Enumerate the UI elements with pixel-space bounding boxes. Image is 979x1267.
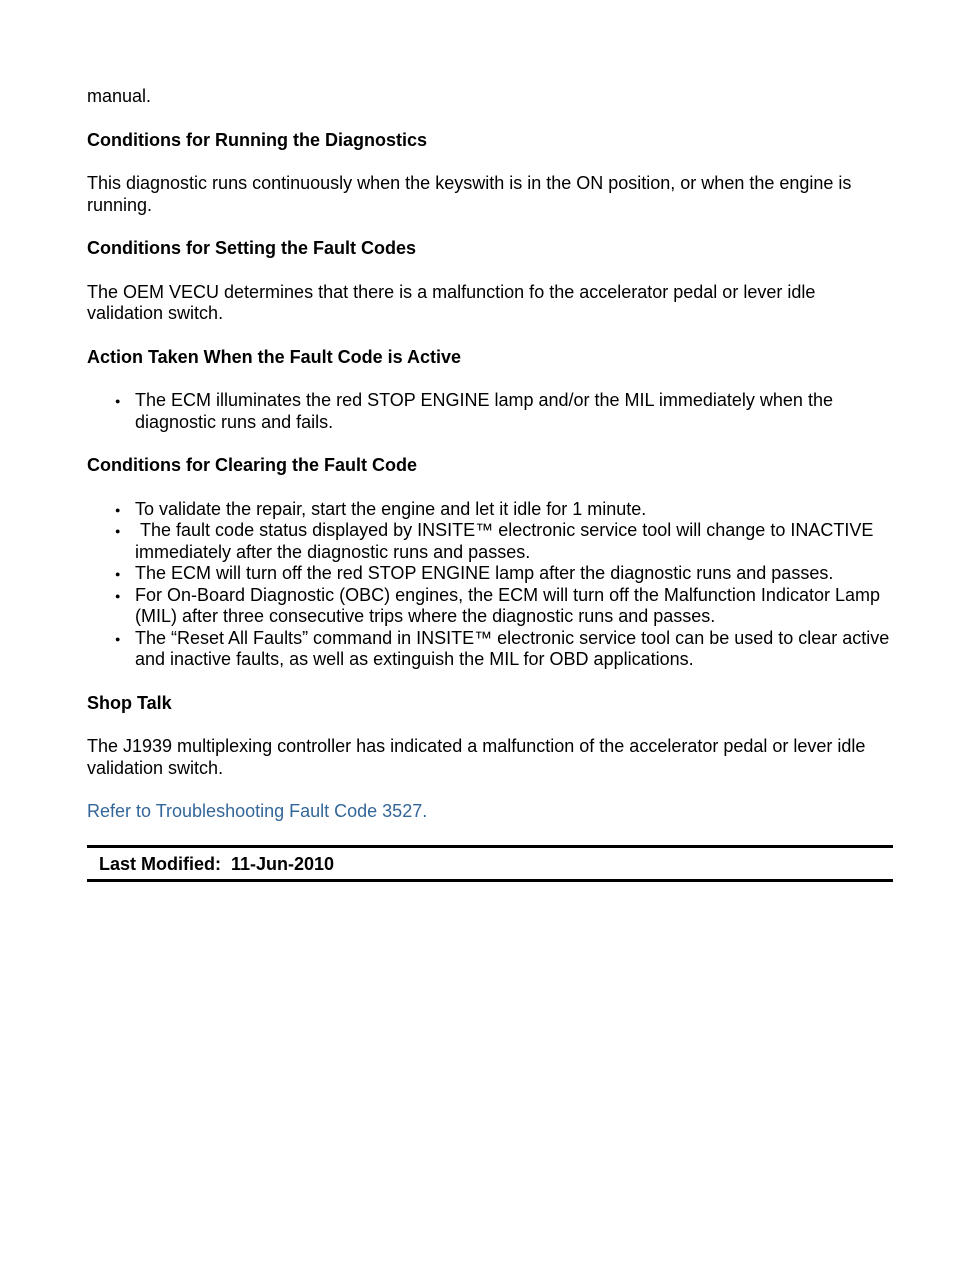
list-item: ● To validate the repair, start the engine and let it idle for 1 minute. [87,499,893,521]
list-item: ● For On-Board Diagnostic (OBC) engines, the ECM will turn off the Malfunction Indicator Lamp (MIL) after three consecutive trips where the diagnostic runs and passes. [87,585,893,628]
setting-conditions-text: The OEM VECU determines that there is a malfunction fo the accelerator pedal or lever idle validation switch. [87,281,816,323]
intro-fragment: manual. [87,86,152,106]
last-modified-footer [87,845,893,883]
last-modified-label: Last Modified: 11-Jun-2010 [99,853,335,874]
list-item: ● The ECM will turn off the red STOP ENGINE lamp after the diagnostic runs and passes. [87,563,893,585]
heading-setting-conditions: Conditions for Setting the Fault Codes [87,238,416,258]
heading-running-conditions: Conditions for Running the Diagnostics [87,129,427,150]
action-taken-list [87,390,893,433]
shop-talk-text: The J1939 multiplexing controller has indicated a malfunction of the accelerator pedal or lever idle validation switch. [87,736,866,778]
document-content [87,86,893,882]
list-item: ● The ECM illuminates the red STOP ENGINE lamp and/or the MIL immediately when the diagnostic runs and fails. [87,390,893,433]
clearing-conditions-list [87,499,893,671]
heading-action-taken: Action Taken When the Fault Code is Active [87,346,462,367]
list-item: ● The fault code status displayed by INSITE™ electronic service tool will change to INACTIVE immediately after the diagnostic runs and passes. [87,520,893,563]
list-item: ● The “Reset All Faults” command in INSITE™ electronic service tool can be used to clear active and inactive faults, as well as extinguish the MIL for OBD applications. [87,628,893,671]
heading-shop-talk: Shop Talk [87,692,172,713]
heading-clearing-conditions: Conditions for Clearing the Fault Code [87,455,417,475]
running-conditions-text: This diagnostic runs continuously when the keyswith is in the ON position, or when the engine is running. [87,173,852,215]
troubleshooting-link[interactable]: Refer to Troubleshooting Fault Code 3527. [87,801,428,821]
